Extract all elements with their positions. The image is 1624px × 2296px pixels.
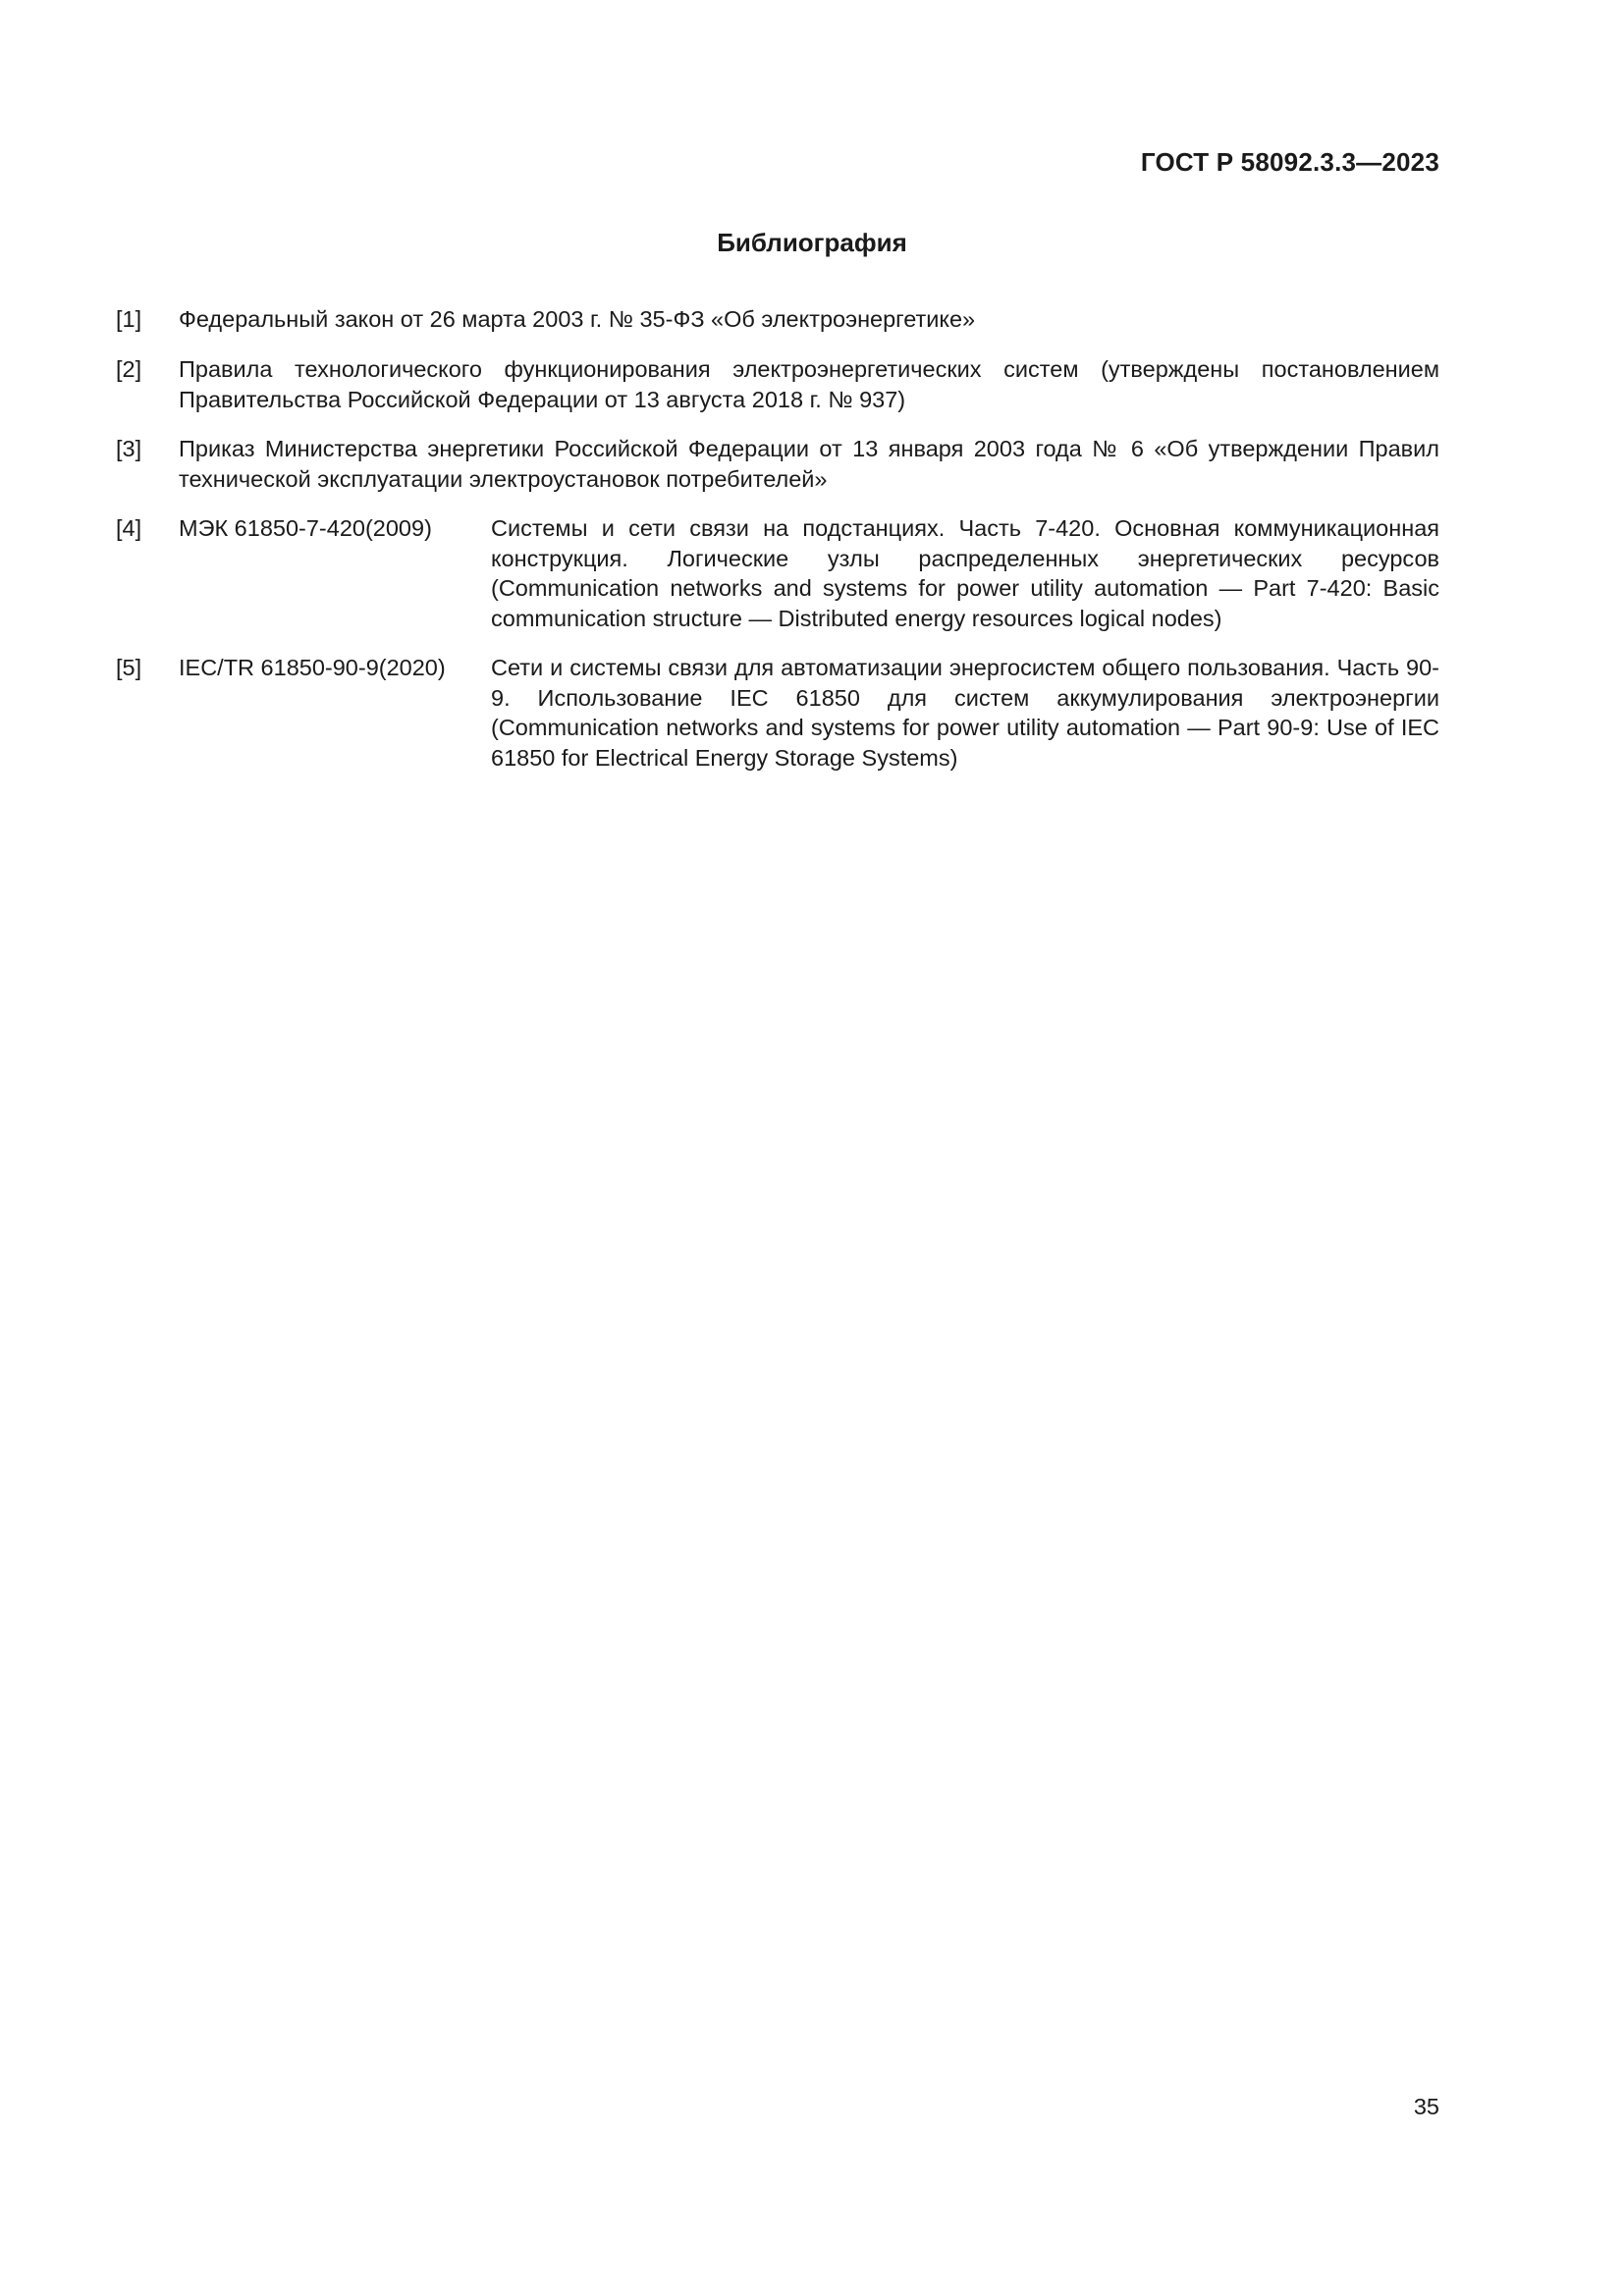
bibliography-text: Федеральный закон от 26 марта 2003 г. № 35-ФЗ «Об электроэнергетике» [179, 306, 976, 332]
bibliography-item [116, 304, 1439, 335]
page-number: 35 [1413, 2094, 1439, 2119]
bibliography-item [116, 513, 1439, 633]
bibliography-number: [1] [116, 306, 142, 332]
bibliography-text: Сети и системы связи для автоматизации энергосистем общего пользования. Часть 90-9. Использование IEC 61850 для систем аккумулирования электроэнергии (Communication networks and systems for power utility automation — Part 90-9: Use of IEC 61850 for Electrical Energy Storage Systems) [491, 655, 1439, 771]
bibliography-item [116, 653, 1439, 773]
bibliography-number: [3] [116, 436, 142, 461]
bibliography-text: Приказ Министерства энергетики Российской Федерации от 13 января 2003 года № 6 «Об утверждении Правил технической эксплуатации электроустановок потребителей» [179, 436, 1439, 492]
bibliography-item [116, 434, 1439, 494]
bibliography-number: [4] [116, 515, 142, 541]
bibliography-text: Системы и сети связи на подстанциях. Часть 7-420. Основная коммуникационная конструкция. Логические узлы распределенных энергетических ресурсов (Communication networks and systems for power utility automation — Part 7-420: Basic communication structure — Distributed energy resources logical nodes) [491, 515, 1439, 631]
section-title: Библиография [717, 228, 907, 257]
bibliography-text: Правила технологического функционирования электроэнергетических систем (утверждены постановлением Правительства Российской Федерации от 13 августа 2018 г. № 937) [179, 356, 1439, 412]
standard-code-header: ГОСТ Р 58092.3.3—2023 [1140, 147, 1439, 177]
bibliography-item [116, 354, 1439, 414]
bibliography-number: [5] [116, 655, 142, 680]
bibliography-standard-code: IEC/TR 61850-90-9(2020) [179, 655, 446, 680]
bibliography-number: [2] [116, 356, 142, 382]
bibliography-standard-code: МЭК 61850-7-420(2009) [179, 515, 432, 541]
